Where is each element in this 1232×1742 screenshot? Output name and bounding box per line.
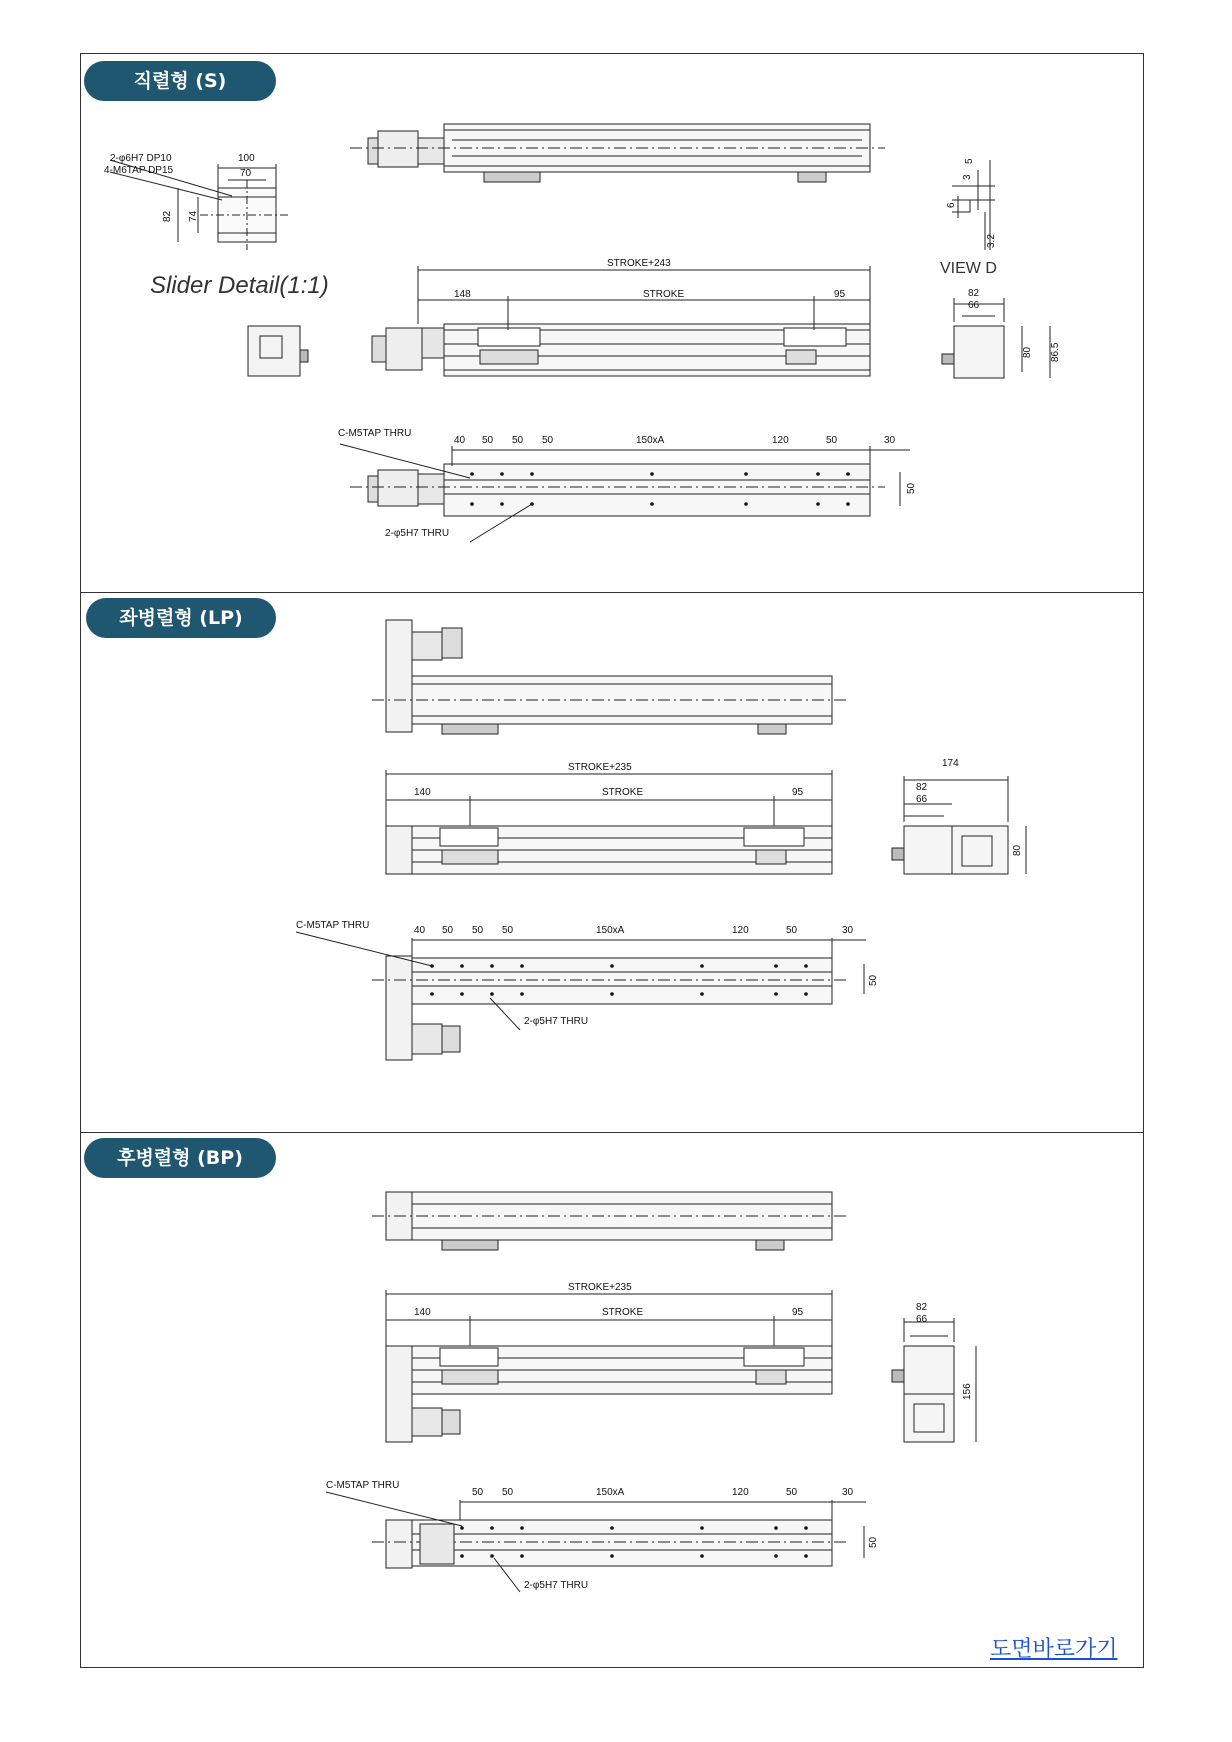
section-title-s: 직렬형 (S): [84, 61, 276, 101]
svg-text:82: 82: [916, 1302, 928, 1313]
svg-text:2-φ5H7 THRU: 2-φ5H7 THRU: [524, 1016, 589, 1027]
svg-text:STROKE: STROKE: [643, 289, 685, 300]
actuator-bottom-view-bp: [326, 1492, 866, 1592]
svg-text:50: 50: [786, 1487, 798, 1498]
svg-text:STROKE+243: STROKE+243: [607, 258, 671, 269]
svg-text:120: 120: [772, 435, 789, 446]
side-view-bp: [892, 1318, 976, 1442]
svg-text:C-M5TAP THRU: C-M5TAP THRU: [338, 428, 412, 439]
svg-text:50: 50: [502, 925, 514, 936]
svg-text:80: 80: [1012, 844, 1023, 856]
svg-text:148: 148: [454, 289, 471, 300]
svg-text:STROKE+235: STROKE+235: [568, 1282, 632, 1293]
svg-text:150xA: 150xA: [596, 925, 625, 936]
svg-text:C-M5TAP THRU: C-M5TAP THRU: [296, 920, 370, 931]
svg-text:STROKE: STROKE: [602, 1307, 644, 1318]
svg-text:120: 120: [732, 925, 749, 936]
drawing-link[interactable]: 도면바로가기: [990, 1637, 1118, 1662]
svg-text:74: 74: [188, 210, 199, 222]
svg-text:50: 50: [868, 1536, 879, 1548]
svg-text:30: 30: [842, 1487, 854, 1498]
drawing-bp: [0, 1132, 1232, 1668]
svg-text:82: 82: [916, 782, 928, 793]
svg-text:50: 50: [472, 1487, 484, 1498]
svg-text:C-M5TAP THRU: C-M5TAP THRU: [326, 1480, 400, 1491]
svg-text:2-φ5H7 THRU: 2-φ5H7 THRU: [385, 528, 450, 539]
svg-text:140: 140: [414, 787, 431, 798]
actuator-front-view-s: [372, 266, 870, 376]
svg-text:6: 6: [946, 202, 957, 208]
motor-end-view-s: [248, 326, 308, 376]
svg-text:50: 50: [786, 925, 798, 936]
svg-text:5: 5: [964, 158, 975, 164]
svg-text:66: 66: [916, 1314, 928, 1325]
svg-text:156: 156: [962, 1383, 973, 1400]
svg-text:30: 30: [842, 925, 854, 936]
svg-text:86.5: 86.5: [1050, 342, 1061, 362]
svg-text:82: 82: [162, 210, 173, 222]
svg-text:95: 95: [834, 289, 846, 300]
svg-text:66: 66: [916, 794, 928, 805]
svg-text:95: 95: [792, 1307, 804, 1318]
svg-text:140: 140: [414, 1307, 431, 1318]
tap-note: 4-M6TAP DP15: [104, 165, 174, 176]
svg-text:2-φ5H7 THRU: 2-φ5H7 THRU: [524, 1580, 589, 1591]
svg-text:50: 50: [512, 435, 524, 446]
svg-text:50: 50: [826, 435, 838, 446]
side-view-s: [942, 298, 1050, 378]
svg-text:80: 80: [1022, 346, 1033, 358]
svg-text:30: 30: [884, 435, 896, 446]
drawing-s: [0, 0, 1232, 592]
svg-text:40: 40: [414, 925, 426, 936]
svg-text:66: 66: [968, 300, 980, 311]
svg-text:50: 50: [502, 1487, 514, 1498]
svg-text:STROKE: STROKE: [602, 787, 644, 798]
svg-text:40: 40: [454, 435, 466, 446]
svg-text:3: 3: [962, 174, 973, 180]
svg-text:100: 100: [238, 153, 255, 164]
drawing-lp: [0, 592, 1232, 1132]
svg-text:50: 50: [542, 435, 554, 446]
hole-note: 2-φ6H7 DP10: [110, 153, 172, 164]
actuator-top-view-lp: [372, 620, 848, 734]
svg-text:50: 50: [482, 435, 494, 446]
view-d-title: VIEW D: [940, 260, 997, 277]
svg-text:70: 70: [240, 168, 252, 179]
slider-detail-title: Slider Detail(1:1): [150, 272, 329, 299]
section-title-lp: 좌병렬형 (LP): [86, 598, 276, 638]
svg-text:174: 174: [942, 758, 959, 769]
actuator-top-view-bp: [372, 1192, 848, 1250]
side-view-lp: [892, 776, 1026, 874]
svg-text:50: 50: [472, 925, 484, 936]
actuator-top-view-s: [350, 124, 885, 182]
svg-text:120: 120: [732, 1487, 749, 1498]
svg-text:150xA: 150xA: [596, 1487, 625, 1498]
actuator-front-view-lp: [386, 770, 832, 874]
section-title-bp: 후병렬형 (BP): [84, 1138, 276, 1178]
svg-text:50: 50: [906, 482, 917, 494]
svg-text:82: 82: [968, 288, 980, 299]
svg-text:150xA: 150xA: [636, 435, 665, 446]
svg-text:50: 50: [442, 925, 454, 936]
svg-text:3.2: 3.2: [986, 234, 997, 248]
actuator-bottom-view-lp: [296, 932, 866, 1060]
svg-text:STROKE+235: STROKE+235: [568, 762, 632, 773]
svg-text:50: 50: [868, 974, 879, 986]
svg-text:95: 95: [792, 787, 804, 798]
